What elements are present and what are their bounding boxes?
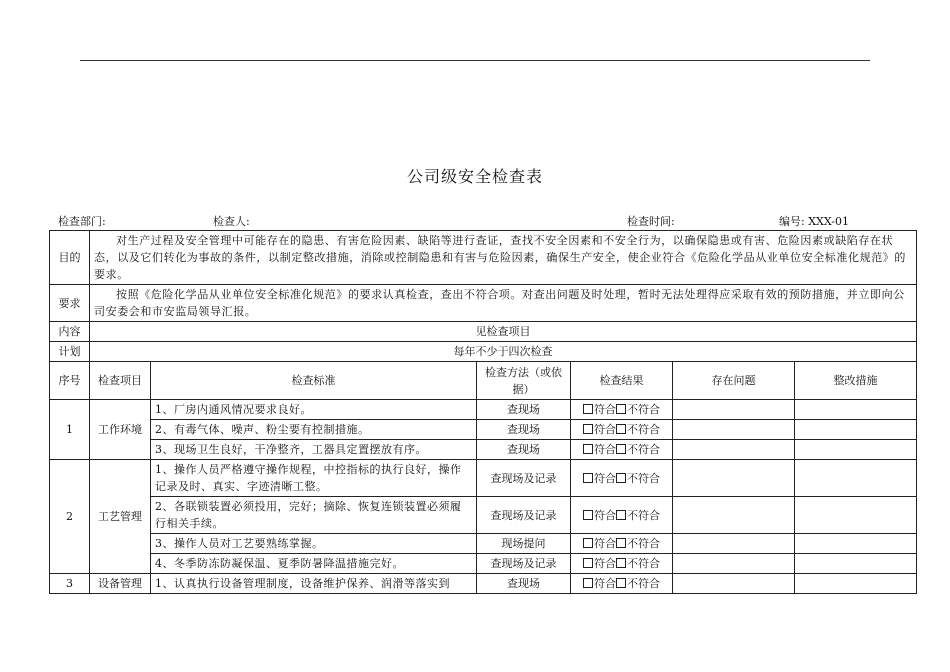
- plan-label: 计划: [50, 342, 90, 362]
- check-result: [571, 420, 673, 440]
- table-row: [50, 400, 917, 420]
- requirement-row: [50, 285, 917, 322]
- pass-label: 符合: [594, 423, 616, 436]
- requirement-text: 按照《危险化学品从业单位安全标准化规范》的要求认真检查，查出不符合项。对查出问题及时处理，暂时无法处理得应采取有效的预防措施，并立即向公司安委会和市安监局领导汇报。: [90, 285, 917, 322]
- item-number: 2: [50, 460, 90, 574]
- check-standard: 1、操作人员严格遵守操作规程，中控指标的执行良好，操作记录及时、真实、字迹清晰工整。: [151, 460, 477, 497]
- header-seq: 序号: [50, 362, 90, 400]
- table-row: [50, 460, 917, 497]
- purpose-text: 对生产过程及安全管理中可能存在的隐患、有害危险因素、缺陷等进行查证，查找不安全因素和不安全行为，以确保隐患或有害、危险因素或缺陷存在状态，以及它们转化为事故的条件，以制定整改措施，消除或控制隐患和有害与危险因素，确保生产安全，使企业符合《危险化学品从业单位安全标准化规范》的要求。: [90, 231, 917, 285]
- check-method: 查现场及记录: [477, 460, 571, 497]
- page-title: 公司级安全检查表: [406, 167, 543, 186]
- check-item: 工作环境: [90, 400, 151, 460]
- check-method: 查现场: [477, 420, 571, 440]
- fail-checkbox[interactable]: [616, 424, 626, 434]
- pass-label: 符合: [594, 471, 616, 485]
- pass-label: 符合: [594, 403, 616, 416]
- pass-label: 符合: [594, 443, 616, 456]
- fail-label: 不符合: [627, 537, 660, 550]
- fail-checkbox[interactable]: [616, 510, 626, 520]
- fail-checkbox[interactable]: [616, 578, 626, 588]
- table-row: [50, 497, 917, 534]
- table-row: [50, 440, 917, 460]
- check-method: 查现场: [477, 440, 571, 460]
- table-row: [50, 534, 917, 554]
- rectify-cell[interactable]: [795, 420, 917, 440]
- rectify-cell[interactable]: [795, 554, 917, 574]
- pass-checkbox[interactable]: [583, 538, 593, 548]
- header-result: 检查结果: [571, 362, 673, 400]
- pass-label: 符合: [594, 557, 616, 570]
- rectify-cell[interactable]: [795, 574, 917, 594]
- check-method: 现场提问: [477, 534, 571, 554]
- rectify-cell[interactable]: [795, 400, 917, 420]
- pass-checkbox[interactable]: [583, 404, 593, 414]
- check-standard: 2、各联锁装置必须投用，完好；摘除、恢复连锁装置必须履行相关手续。: [151, 497, 477, 534]
- pass-checkbox[interactable]: [583, 558, 593, 568]
- purpose-label: 目的: [50, 231, 90, 285]
- issues-cell[interactable]: [673, 534, 795, 554]
- pass-label: 符合: [594, 537, 616, 550]
- content-label: 内容: [50, 322, 90, 342]
- purpose-row: [50, 231, 917, 285]
- plan-text: 每年不少于四次检查: [90, 342, 917, 362]
- header-rectify: 整改措施: [795, 362, 917, 400]
- fail-checkbox[interactable]: [616, 404, 626, 414]
- check-method: 查现场及记录: [477, 497, 571, 534]
- fail-checkbox[interactable]: [616, 473, 626, 483]
- check-result: [571, 400, 673, 420]
- check-result: [571, 440, 673, 460]
- fail-label: 不符合: [627, 471, 660, 485]
- check-result: [571, 554, 673, 574]
- header-item: 检查项目: [90, 362, 151, 400]
- issues-cell[interactable]: [673, 420, 795, 440]
- table-row: [50, 554, 917, 574]
- issues-cell[interactable]: [673, 460, 795, 497]
- fail-label: 不符合: [627, 557, 660, 570]
- issues-cell[interactable]: [673, 554, 795, 574]
- fail-label: 不符合: [627, 443, 660, 456]
- content-text: 见检查项目: [90, 322, 917, 342]
- pass-checkbox[interactable]: [583, 473, 593, 483]
- fail-checkbox[interactable]: [616, 538, 626, 548]
- inspection-time-label: 检查时间:: [627, 215, 675, 228]
- rectify-cell[interactable]: [795, 440, 917, 460]
- issues-cell[interactable]: [673, 574, 795, 594]
- issues-cell[interactable]: [673, 440, 795, 460]
- pass-checkbox[interactable]: [583, 444, 593, 454]
- issues-cell[interactable]: [673, 400, 795, 420]
- check-standard: 1、认真执行设备管理制度，设备维护保养、润滑等落实到: [151, 574, 477, 594]
- item-number: 3: [50, 574, 90, 594]
- item-number: 1: [50, 400, 90, 460]
- header-issues: 存在问题: [673, 362, 795, 400]
- rectify-cell[interactable]: [795, 534, 917, 554]
- check-result: [571, 534, 673, 554]
- check-standard: 4、冬季防冻防凝保温、夏季防暑降温措施完好。: [151, 554, 477, 574]
- pass-label: 符合: [594, 508, 616, 522]
- header-method: 检查方法（或依据）: [477, 362, 571, 400]
- header-rule: [80, 60, 870, 61]
- check-standard: 3、操作人员对工艺要熟练掌握。: [151, 534, 477, 554]
- pass-checkbox[interactable]: [583, 510, 593, 520]
- fail-label: 不符合: [627, 403, 660, 416]
- column-header-row: [50, 362, 917, 400]
- fail-label: 不符合: [627, 508, 660, 522]
- check-method: 查现场: [477, 574, 571, 594]
- rectify-cell[interactable]: [795, 460, 917, 497]
- check-result: [571, 574, 673, 594]
- inspection-department-label: 检查部门:: [58, 215, 106, 228]
- fail-checkbox[interactable]: [616, 444, 626, 454]
- table-row: [50, 574, 917, 594]
- fail-label: 不符合: [627, 423, 660, 436]
- pass-checkbox[interactable]: [583, 424, 593, 434]
- content-row: [50, 322, 917, 342]
- check-standard: 2、有毒气体、噪声、粉尘要有控制措施。: [151, 420, 477, 440]
- header-standard: 检查标准: [151, 362, 477, 400]
- check-result: [571, 460, 673, 497]
- rectify-cell[interactable]: [795, 497, 917, 534]
- check-result: [571, 497, 673, 534]
- pass-checkbox[interactable]: [583, 578, 593, 588]
- checklist-table: [49, 230, 917, 594]
- table-row: [50, 420, 917, 440]
- requirement-label: 要求: [50, 285, 90, 322]
- fail-checkbox[interactable]: [616, 558, 626, 568]
- plan-row: [50, 342, 917, 362]
- issues-cell[interactable]: [673, 497, 795, 534]
- check-standard: 3、现场卫生良好，干净整齐，工器具定置摆放有序。: [151, 440, 477, 460]
- check-item: 工艺管理: [90, 460, 151, 574]
- check-method: 查现场及记录: [477, 554, 571, 574]
- pass-label: 符合: [594, 577, 616, 590]
- check-item: 设备管理: [90, 574, 151, 594]
- check-standard: 1、厂房内通风情况要求良好。: [151, 400, 477, 420]
- inspector-label: 检查人:: [213, 215, 250, 228]
- form-number: 编号: XXX-01: [779, 215, 850, 228]
- fail-label: 不符合: [627, 577, 660, 590]
- check-method: 查现场: [477, 400, 571, 420]
